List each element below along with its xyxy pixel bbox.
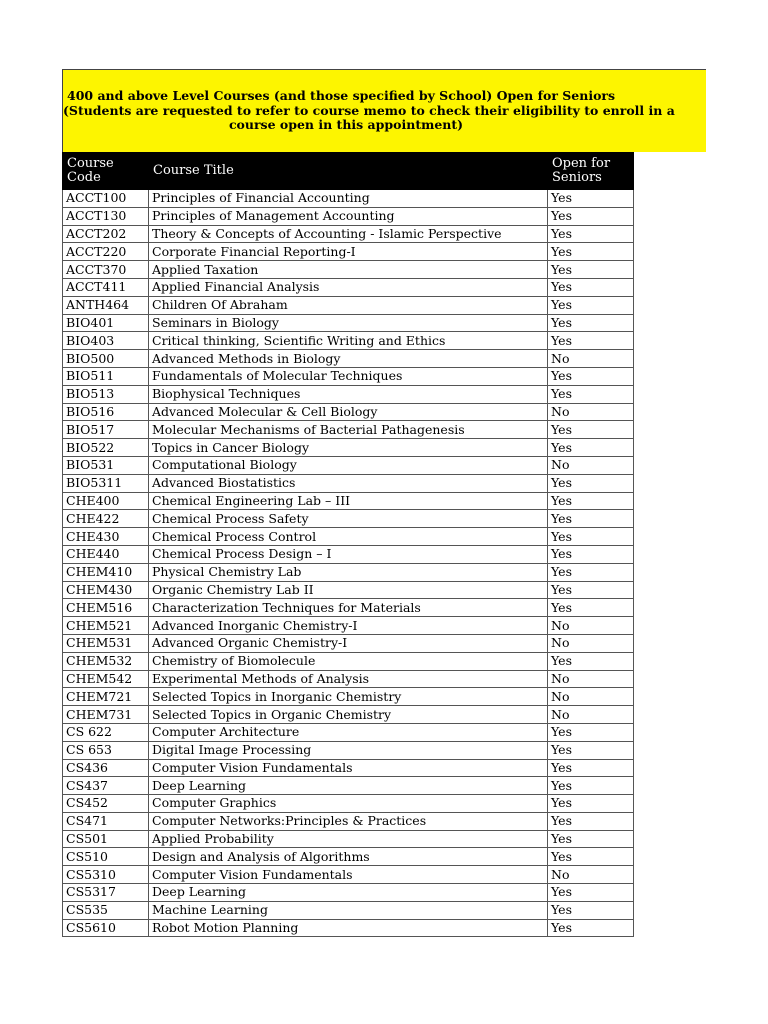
table-row	[63, 350, 634, 368]
open-for-seniors-cell: No	[548, 456, 634, 474]
course-code-cell: ACCT220	[63, 243, 149, 261]
open-for-seniors-cell: Yes	[548, 901, 634, 919]
table-row	[63, 741, 634, 759]
open-for-seniors-cell: Yes	[548, 884, 634, 902]
course-code-cell: BIO517	[63, 421, 149, 439]
course-title-cell: Chemistry of Biomolecule	[149, 652, 548, 670]
table-row	[63, 759, 634, 777]
course-code-cell: BIO511	[63, 367, 149, 385]
course-code-cell: CS 622	[63, 723, 149, 741]
course-title-cell: Computer Architecture	[149, 723, 548, 741]
course-code-cell: BIO522	[63, 439, 149, 457]
open-for-seniors-cell: No	[548, 617, 634, 635]
course-code-cell: CS5310	[63, 866, 149, 884]
course-code-cell: CS436	[63, 759, 149, 777]
open-for-seniors-cell: No	[548, 350, 634, 368]
course-code-cell: BIO531	[63, 456, 149, 474]
table-row	[63, 919, 634, 937]
course-code-cell: BIO403	[63, 332, 149, 350]
open-for-seniors-cell: Yes	[548, 919, 634, 937]
open-for-seniors-cell: Yes	[548, 795, 634, 813]
course-code-cell: CS501	[63, 830, 149, 848]
table-row	[63, 528, 634, 546]
open-for-seniors-cell: Yes	[548, 723, 634, 741]
open-for-seniors-cell: Yes	[548, 385, 634, 403]
header-banner	[62, 69, 706, 152]
course-code-cell: ACCT370	[63, 261, 149, 279]
course-code-cell: CHEM531	[63, 634, 149, 652]
table-row	[63, 439, 634, 457]
course-code-cell: BIO401	[63, 314, 149, 332]
course-title-cell: Advanced Organic Chemistry-I	[149, 634, 548, 652]
course-code-cell: CHEM521	[63, 617, 149, 635]
open-for-seniors-cell: Yes	[548, 278, 634, 296]
table-row	[63, 421, 634, 439]
open-for-seniors-cell: Yes	[548, 296, 634, 314]
course-title-cell: Principles of Financial Accounting	[149, 190, 548, 208]
course-title-cell: Biophysical Techniques	[149, 385, 548, 403]
course-title-cell: Computer Graphics	[149, 795, 548, 813]
table-row	[63, 225, 634, 243]
open-for-seniors-cell: No	[548, 634, 634, 652]
course-title-cell: Children Of Abraham	[149, 296, 548, 314]
table-row	[63, 190, 634, 208]
open-for-seniors-cell: Yes	[548, 812, 634, 830]
open-for-seniors-cell: Yes	[548, 492, 634, 510]
course-title-cell: Physical Chemistry Lab	[149, 563, 548, 581]
table-row	[63, 723, 634, 741]
open-for-seniors-cell: Yes	[548, 243, 634, 261]
open-for-seniors-cell: Yes	[548, 332, 634, 350]
course-title-cell: Molecular Mechanisms of Bacterial Pathagenesis	[149, 421, 548, 439]
table-body	[63, 190, 634, 937]
table-row	[63, 545, 634, 563]
open-for-seniors-cell: Yes	[548, 439, 634, 457]
course-code-cell: ACCT100	[63, 190, 149, 208]
course-code-cell: CHEM410	[63, 563, 149, 581]
course-title-cell: Computational Biology	[149, 456, 548, 474]
course-title-cell: Advanced Inorganic Chemistry-I	[149, 617, 548, 635]
table-row	[63, 777, 634, 795]
course-code-cell: BIO500	[63, 350, 149, 368]
courses-table	[62, 152, 634, 937]
banner-note-line1: (Students are requested to refer to course memo to check their eligibility to enroll in a	[63, 104, 675, 118]
table-row	[63, 652, 634, 670]
course-code-cell: CS535	[63, 901, 149, 919]
table-row	[63, 385, 634, 403]
course-title-cell: Chemical Process Safety	[149, 510, 548, 528]
open-for-seniors-cell: Yes	[548, 741, 634, 759]
open-for-seniors-cell: Yes	[548, 421, 634, 439]
course-title-cell: Design and Analysis of Algorithms	[149, 848, 548, 866]
course-title-cell: Deep Learning	[149, 884, 548, 902]
open-for-seniors-cell: Yes	[548, 314, 634, 332]
table-row	[63, 848, 634, 866]
course-code-cell: CHEM430	[63, 581, 149, 599]
course-title-cell: Principles of Management Accounting	[149, 207, 548, 225]
table-row	[63, 706, 634, 724]
open-for-seniors-cell: Yes	[548, 367, 634, 385]
table-row	[63, 207, 634, 225]
table-row	[63, 403, 634, 421]
course-code-cell: CS452	[63, 795, 149, 813]
course-code-cell: ANTH464	[63, 296, 149, 314]
table-row	[63, 314, 634, 332]
table-row	[63, 510, 634, 528]
open-for-seniors-cell: Yes	[548, 510, 634, 528]
table-row	[63, 278, 634, 296]
course-code-cell: CS510	[63, 848, 149, 866]
open-for-seniors-cell: Yes	[548, 563, 634, 581]
table-row	[63, 332, 634, 350]
table-row	[63, 617, 634, 635]
table-row	[63, 866, 634, 884]
header-course-code: Course Code	[63, 153, 149, 190]
open-for-seniors-cell: Yes	[548, 599, 634, 617]
course-title-cell: Deep Learning	[149, 777, 548, 795]
header-course-title: Course Title	[149, 153, 548, 190]
course-title-cell: Advanced Biostatistics	[149, 474, 548, 492]
course-code-cell: CHE422	[63, 510, 149, 528]
course-title-cell: Robot Motion Planning	[149, 919, 548, 937]
open-for-seniors-cell: Yes	[548, 207, 634, 225]
table-row	[63, 243, 634, 261]
course-title-cell: Chemical Process Control	[149, 528, 548, 546]
course-title-cell: Advanced Molecular & Cell Biology	[149, 403, 548, 421]
course-title-cell: Chemical Engineering Lab – III	[149, 492, 548, 510]
open-for-seniors-cell: No	[548, 866, 634, 884]
course-title-cell: Corporate Financial Reporting-I	[149, 243, 548, 261]
table-row	[63, 261, 634, 279]
course-title-cell: Selected Topics in Organic Chemistry	[149, 706, 548, 724]
course-title-cell: Experimental Methods of Analysis	[149, 670, 548, 688]
open-for-seniors-cell: No	[548, 670, 634, 688]
table-row	[63, 563, 634, 581]
open-for-seniors-cell: Yes	[548, 759, 634, 777]
course-title-cell: Theory & Concepts of Accounting - Islamic Perspective	[149, 225, 548, 243]
course-title-cell: Organic Chemistry Lab II	[149, 581, 548, 599]
course-title-cell: Seminars in Biology	[149, 314, 548, 332]
banner-title: 400 and above Level Courses (and those specified by School) Open for Seniors	[67, 88, 616, 103]
table-row	[63, 474, 634, 492]
banner-note	[63, 104, 675, 132]
table-row	[63, 296, 634, 314]
course-code-cell: CHEM721	[63, 688, 149, 706]
course-title-cell: Computer Networks:Principles & Practices	[149, 812, 548, 830]
open-for-seniors-cell: No	[548, 706, 634, 724]
open-for-seniors-cell: Yes	[548, 225, 634, 243]
course-code-cell: CHE440	[63, 545, 149, 563]
course-code-cell: ACCT202	[63, 225, 149, 243]
table-row	[63, 492, 634, 510]
course-title-cell: Fundamentals of Molecular Techniques	[149, 367, 548, 385]
course-title-cell: Characterization Techniques for Materials	[149, 599, 548, 617]
course-code-cell: ACCT130	[63, 207, 149, 225]
table-row	[63, 634, 634, 652]
course-title-cell: Machine Learning	[149, 901, 548, 919]
course-code-cell: BIO516	[63, 403, 149, 421]
open-for-seniors-cell: Yes	[548, 474, 634, 492]
course-code-cell: CS471	[63, 812, 149, 830]
table-header-row	[63, 153, 634, 190]
open-for-seniors-cell: Yes	[548, 581, 634, 599]
table-row	[63, 581, 634, 599]
open-for-seniors-cell: No	[548, 688, 634, 706]
course-title-cell: Selected Topics in Inorganic Chemistry	[149, 688, 548, 706]
course-code-cell: CHEM516	[63, 599, 149, 617]
table-row	[63, 456, 634, 474]
course-title-cell: Computer Vision Fundamentals	[149, 866, 548, 884]
open-for-seniors-cell: Yes	[548, 545, 634, 563]
open-for-seniors-cell: Yes	[548, 652, 634, 670]
course-code-cell: CHE400	[63, 492, 149, 510]
course-title-cell: Topics in Cancer Biology	[149, 439, 548, 457]
course-code-cell: CS5317	[63, 884, 149, 902]
table-row	[63, 599, 634, 617]
table-row	[63, 812, 634, 830]
course-title-cell: Advanced Methods in Biology	[149, 350, 548, 368]
open-for-seniors-cell: Yes	[548, 528, 634, 546]
table-row	[63, 901, 634, 919]
table-row	[63, 688, 634, 706]
course-title-cell: Computer Vision Fundamentals	[149, 759, 548, 777]
open-for-seniors-cell: Yes	[548, 261, 634, 279]
open-for-seniors-cell: Yes	[548, 848, 634, 866]
open-for-seniors-cell: Yes	[548, 830, 634, 848]
course-code-cell: CS 653	[63, 741, 149, 759]
course-code-cell: CS5610	[63, 919, 149, 937]
course-code-cell: ACCT411	[63, 278, 149, 296]
open-for-seniors-cell: No	[548, 403, 634, 421]
course-code-cell: CHEM542	[63, 670, 149, 688]
table-row	[63, 670, 634, 688]
course-code-cell: BIO5311	[63, 474, 149, 492]
table-row	[63, 367, 634, 385]
course-code-cell: CHE430	[63, 528, 149, 546]
course-title-cell: Digital Image Processing	[149, 741, 548, 759]
table-row	[63, 795, 634, 813]
course-code-cell: CS437	[63, 777, 149, 795]
course-code-cell: CHEM731	[63, 706, 149, 724]
course-code-cell: BIO513	[63, 385, 149, 403]
course-title-cell: Applied Taxation	[149, 261, 548, 279]
course-title-cell: Applied Probability	[149, 830, 548, 848]
banner-note-line2: course open in this appointment)	[228, 117, 464, 132]
course-title-cell: Chemical Process Design – I	[149, 545, 548, 563]
header-open-for-seniors: Open for Seniors	[548, 153, 634, 190]
table-row	[63, 884, 634, 902]
open-for-seniors-cell: Yes	[548, 777, 634, 795]
course-title-cell: Applied Financial Analysis	[149, 278, 548, 296]
table-row	[63, 830, 634, 848]
open-for-seniors-cell: Yes	[548, 190, 634, 208]
course-code-cell: CHEM532	[63, 652, 149, 670]
course-title-cell: Critical thinking, Scientific Writing and Ethics	[149, 332, 548, 350]
